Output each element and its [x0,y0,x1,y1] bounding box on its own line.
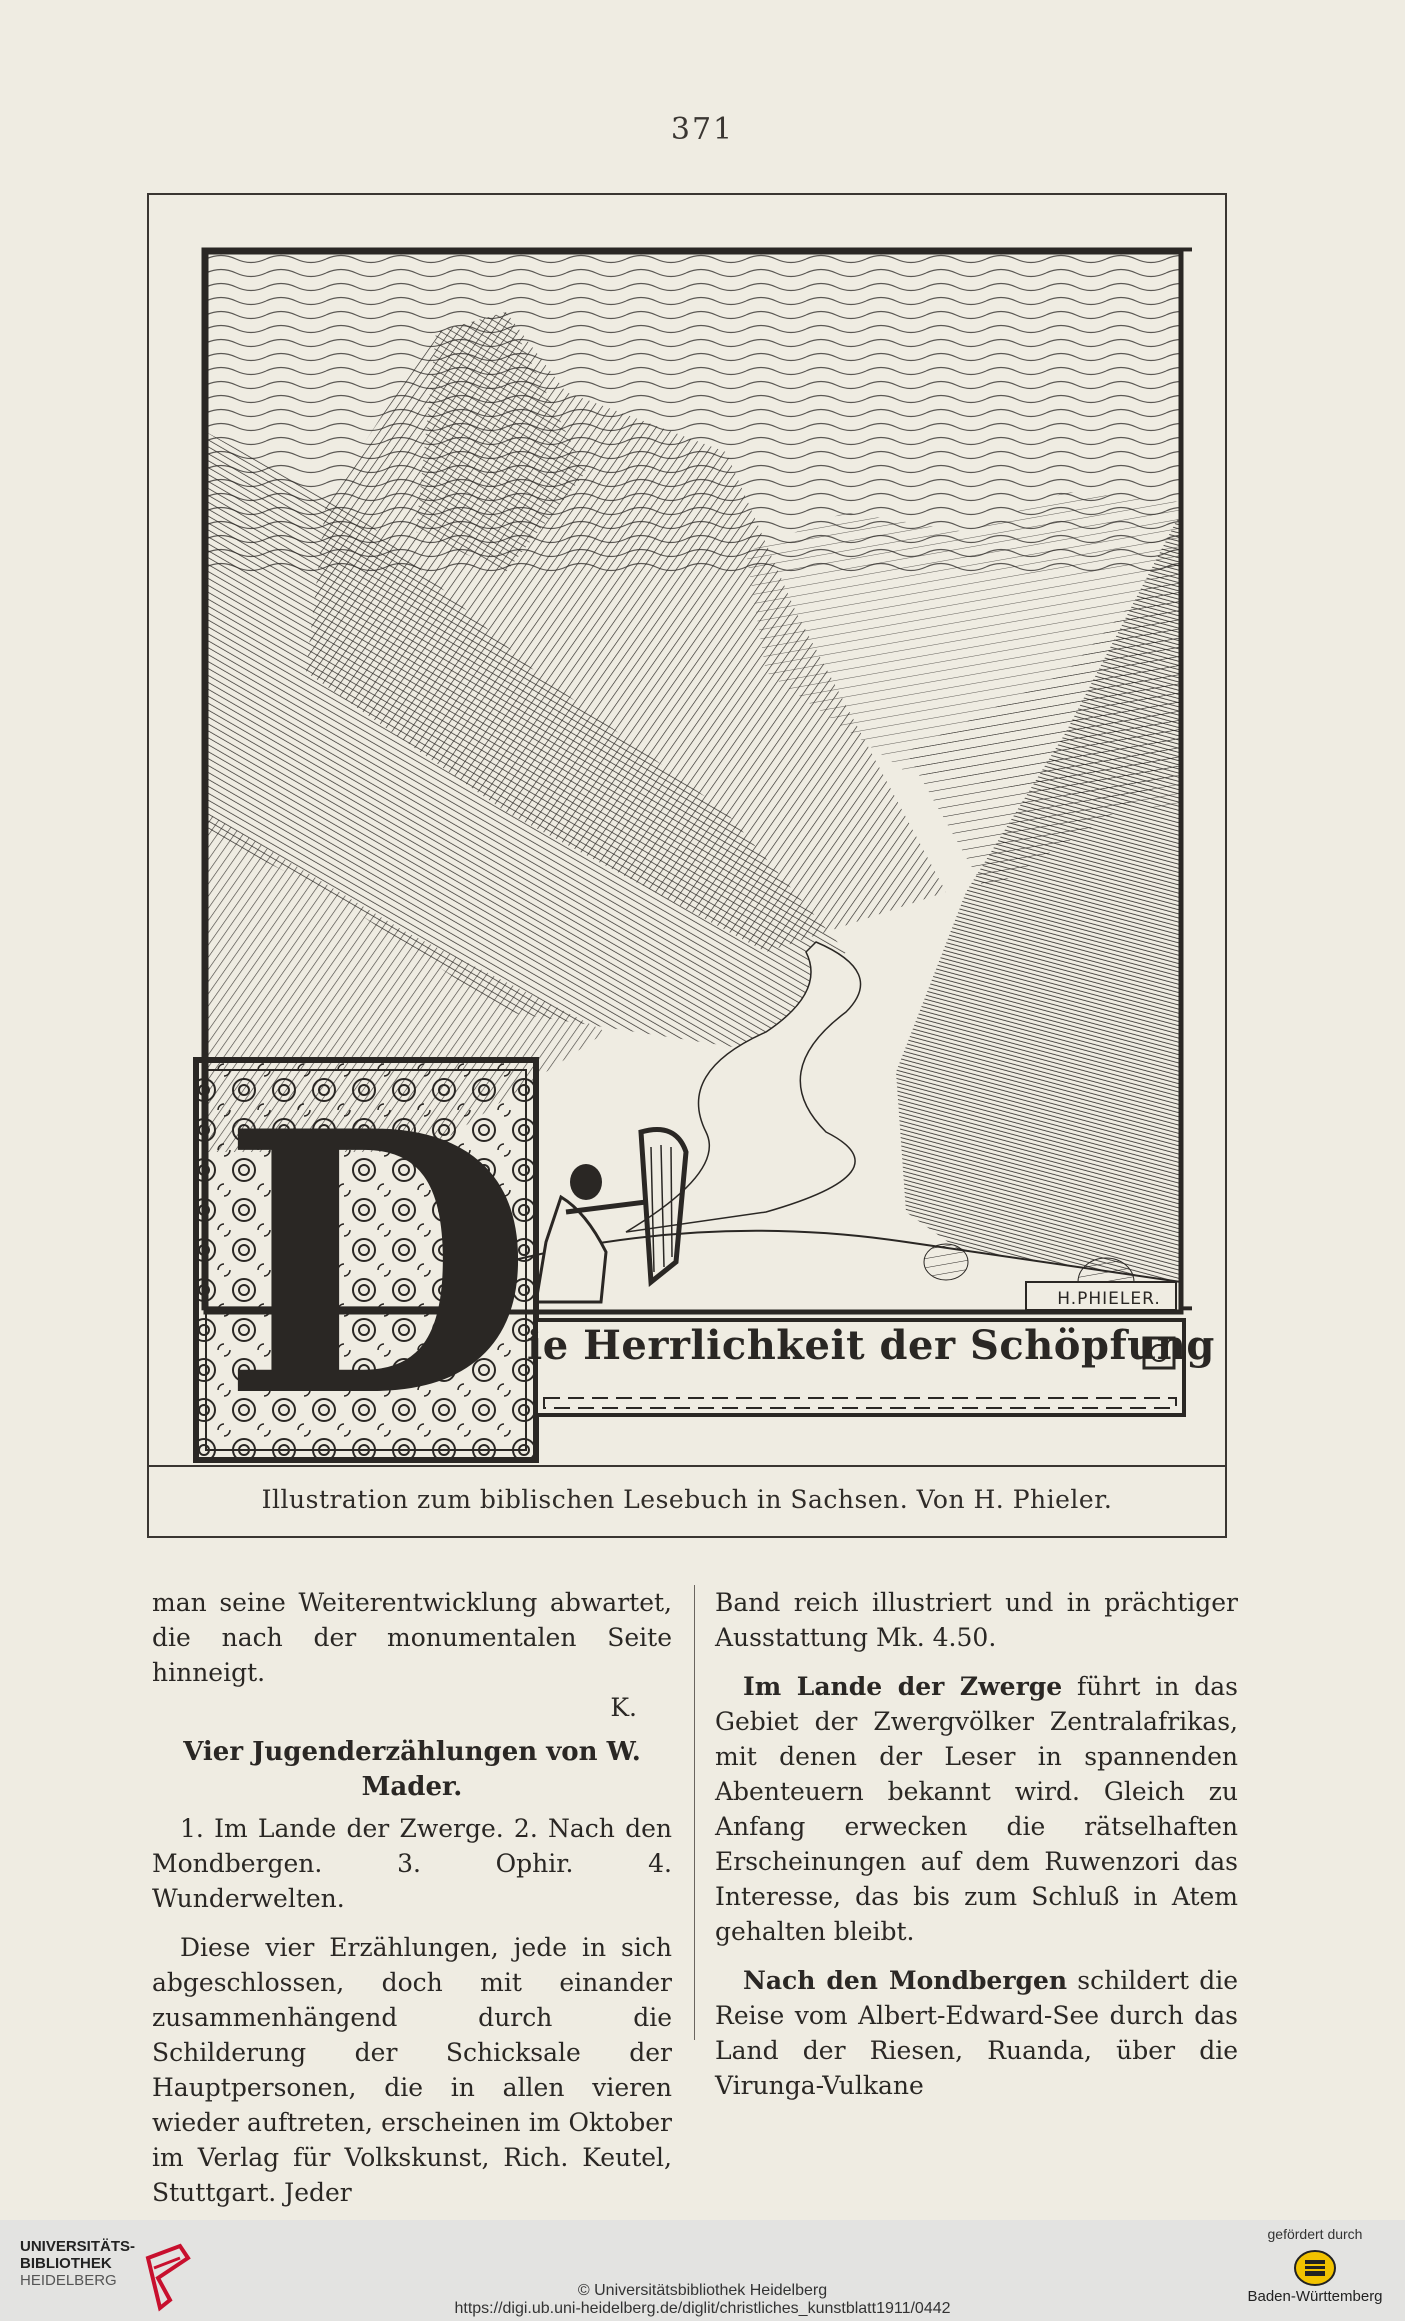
author-initial: K. [610,1693,637,1722]
library-name-line2: BIBLIOTHEK [20,2255,112,2272]
figure-caption: Illustration zum biblischen Lesebuch in Sachsen. Von H. Phieler. [261,1485,1113,1514]
book-list: 1. Im Lande der Zwerge. 2. Nach den Mondbergen. 3. Ophir. 4. Wunderwelten. [152,1814,672,1913]
initial-letter: D [221,1053,534,1476]
source-url-link[interactable]: https://digi.ub.uni-heidelberg.de/diglit/christliches_kunstblatt1911/0442 [454,2300,951,2317]
sponsor-label: gefördert durch [1267,2226,1363,2242]
book-title: Nach den Mondbergen [743,1966,1068,1995]
paragraph: man seine Weiterentwicklung abwartet, die nach der monumentalen Seite hinneigt. [152,1588,672,1687]
figure-frame [147,193,1227,1538]
page-number: 371 [670,112,735,147]
library-name-line3: HEIDELBERG [20,2272,117,2289]
paragraph: Band reich illustriert und in prächtiger Ausstattung Mk. 4.50. [715,1588,1238,1652]
sponsor-name: Baden-Württemberg [1247,2288,1383,2305]
book-title: Im Lande der Zwerge [743,1672,1063,1701]
column-divider [694,1585,695,2040]
left-column [152,1585,672,2210]
caption-rule [149,1465,1225,1467]
paragraph-text: schildert die Reise vom Albert-Edward-See durch das Land der Riesen, Ruanda, über die Virunga-Vulkane [715,1966,1239,2100]
paragraph [715,1963,1238,2103]
copyright-notice: © Universitätsbibliothek Heidelberg [577,2282,828,2299]
paragraph [715,1669,1238,1949]
paragraph: Diese vier Erzählungen, jede in sich abgeschlossen, doch mit einander zusammenhängend durch die Schilderung der Schicksale der Hauptpersonen, die in allen vieren wieder auftreten, erscheinen im Oktober im Verlag für Volkskunst, Rich. Keutel, Stuttgart. Jeder [152,1933,672,2207]
footer-bar [0,2220,1405,2321]
paragraph-text: führt in das Gebiet der Zwergvölker Zentralafrikas, mit denen der Leser in spannenden Abenteuern bekannt wird. Gleich zu Anfang erwecken die rätselhaften Erscheinungen auf dem Ruwenzori das Interesse, das bis zum Schluß in Atem gehalten bleibt. [715,1672,1238,1946]
section-heading: Vier Jugenderzählungen von W. Mader. [183,1737,641,1802]
library-name-line1: UNIVERSITÄTS- [20,2238,136,2255]
illustration-title: ie Herrlichkeit der Schöpfung [527,1322,1215,1369]
coat-of-arms-icon [1293,2248,1337,2288]
right-column [715,1585,1238,2103]
sponsor-logo[interactable] [1245,2226,1385,2305]
artist-signature: H.PHIELER. [1057,1289,1161,1309]
